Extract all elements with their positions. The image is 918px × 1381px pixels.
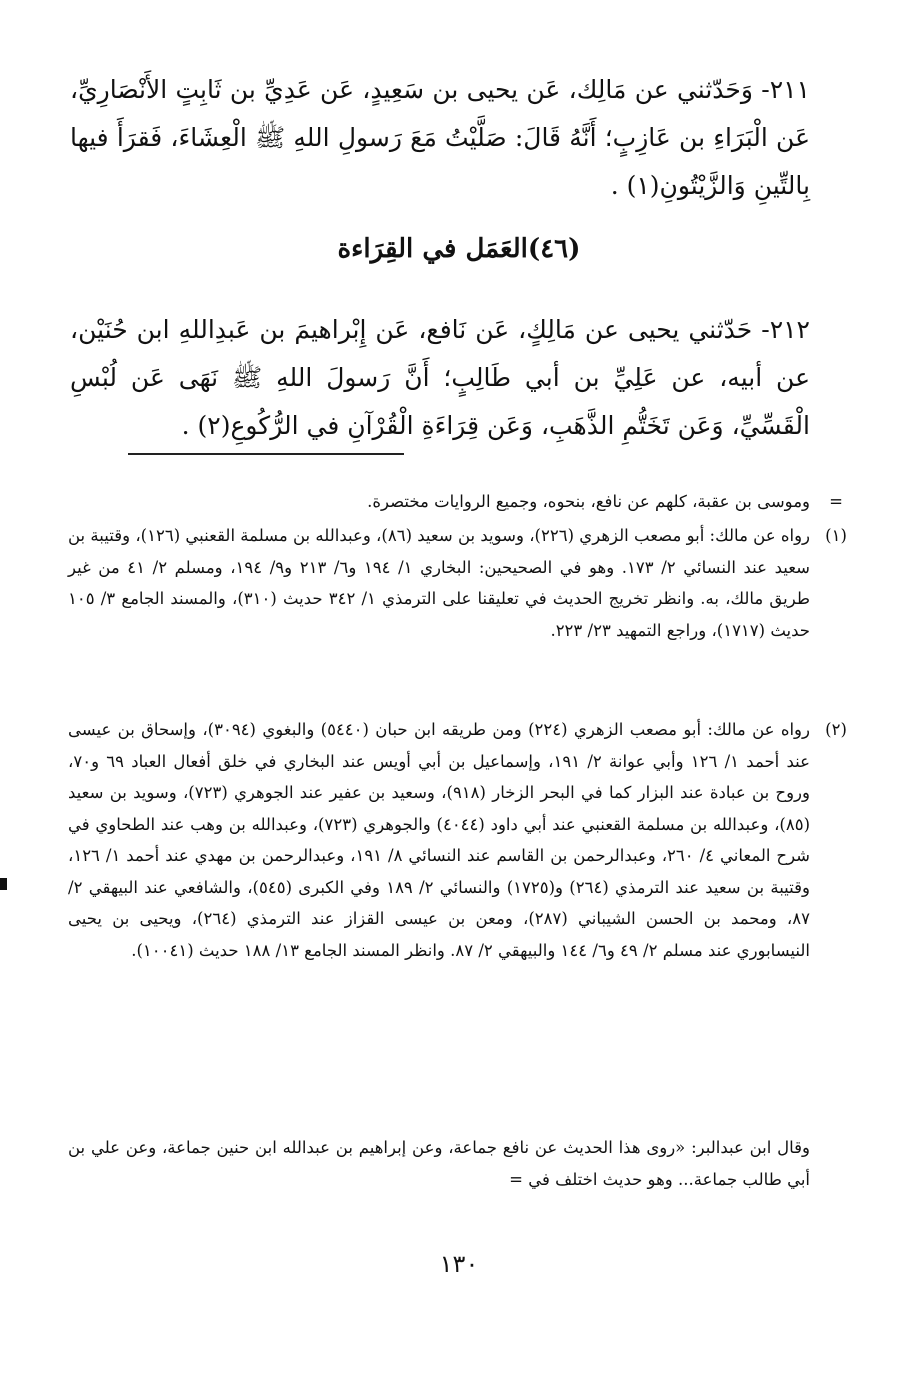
page-number: ١٣٠ <box>439 1250 479 1278</box>
continuation-mark: = <box>829 492 843 511</box>
footnote-note-text: وقال ابن عبدالبر: «روى هذا الحديث عن نافع جماعة، وعن إبراهيم بن عبدالله ابن حنين جماعة، وعن علي بن أبي طالب جماعة... وهو حديث اختلف في = <box>68 1138 810 1189</box>
footnote-1 <box>68 520 847 646</box>
hadith-212 <box>70 306 810 450</box>
footnote-2 <box>68 714 847 966</box>
hadith-211 <box>70 66 810 210</box>
text-underline <box>128 453 404 455</box>
hadith-212-text: ٢١٢- حَدّثني يحيى عن مَالِكٍ، عَن نَافع، عَن إِبْراهيمَ بن عَبدِاللهِ ابن حُنَيْن، عن أبيه، عن عَلِيِّ بن أبي طَالِبٍ؛ أَنَّ رَسولَ اللهِ ﷺ نَهَى عَن لُبْسِ الْقَسِّيِّ، وَعَن تَخَتُّمِ الذَّهَبِ، وَعَن قِرَاءَةِ الْقُرْآنِ في الرُّكُوعِ(٢) . <box>70 315 810 440</box>
footnote-continuation-text: وموسى بن عقبة، كلهم عن نافع، بنحوه، وجميع الروايات مختصرة. <box>367 492 810 511</box>
footnote-note <box>68 1132 810 1195</box>
footnote-2-number: (٢) <box>825 720 847 739</box>
footnote-continuation <box>68 486 843 518</box>
chapter-heading: (٤٦)العَمَل في القِرَاءة <box>337 234 581 264</box>
footnote-1-text: رواه عن مالك: أبو مصعب الزهري (٢٢٦)، وسويد بن سعيد (٨٦)، وعبدالله بن مسلمة القعنبي (١٢٦)، وقتيبة بن سعيد عند النسائي ٢/ ١٧٣. وهو في الصحيحين: البخاري ١/ ١٩٤ و٦/ ٢١٣ و٩/ ١٩٤، ومسلم ٢/ ٤١ من غير طريق مالك، به. وانظر تخريج الحديث في تعليقنا على الترمذي ١/ ٣٤٢ حديث (٣١٠)، والمسند الجامع ٣/ ١٠٥ حديث (١٧١٧)، وراجع التمهيد ٢٣/ ٢٢٣. <box>68 526 811 640</box>
margin-mark <box>0 878 7 890</box>
footnote-2-text: رواه عن مالك: أبو مصعب الزهري (٢٢٤) ومن طريقه ابن حبان (٥٤٤٠) والبغوي (٣٠٩٤)، وإسحاق بن عيسى عند أحمد ١/ ١٢٦ وأبي عوانة ٢/ ١٩١، وإسماعيل بن أبي أويس عند البخاري في خلق أفعال العباد ٦٩ و٧٠، وروح بن عبادة عند البزار كما في البحر الزخار (٩١٨)، وسعيد بن عفير عند الجوهري (٧٢٣)، وسويد بن سعيد (٨٥)، وعبدالله بن مسلمة القعنبي عند أبي داود (٤٠٤٤) والجوهري (٧٢٣)، وعبدالله بن وهب عند الطحاوي في شرح المعاني ٤/ ٢٦٠، وعبدالرحمن بن القاسم عند النسائي ٨/ ١٩١، وعبدالرحمن بن مهدي عند أحمد ١/ ١٢٦، وقتيبة بن سعيد عند الترمذي (٢٦٤) و(١٧٢٥) والنسائي ٢/ ١٨٩ وفي الكبرى (٥٤٥)، والشافعي عند البيهقي ٢/ ٨٧، ومحمد بن الحسن الشيباني (٢٨٧)، ومعن بن عيسى القزاز عند الترمذي (٢٦٤)، ويحيى بن يحيى النيسابوري عند مسلم ٢/ ٤٩ و٦/ ١٤٤ والبيهقي ٢/ ٨٧. وانظر المسند الجامع ١٣/ ١٨٨ حديث (١٠٠٤١). <box>68 720 810 960</box>
hadith-211-text: ٢١١- وَحَدّثني عن مَالِك، عَن يحيى بن سَعِيدٍ، عَن عَدِيِّ بن ثَابِتٍ الأَنْصَارِيِّ، عَن الْبَرَاءِ بن عَازِبٍ؛ أَنَّهُ قَالَ: صَلَّيْتُ مَعَ رَسولِ اللهِ ﷺ الْعِشَاءَ، فَقرَأَ فيها بِالتِّينِ وَالزَّيْتُونِ(١) . <box>70 75 810 200</box>
footnote-1-number: (١) <box>825 526 847 545</box>
